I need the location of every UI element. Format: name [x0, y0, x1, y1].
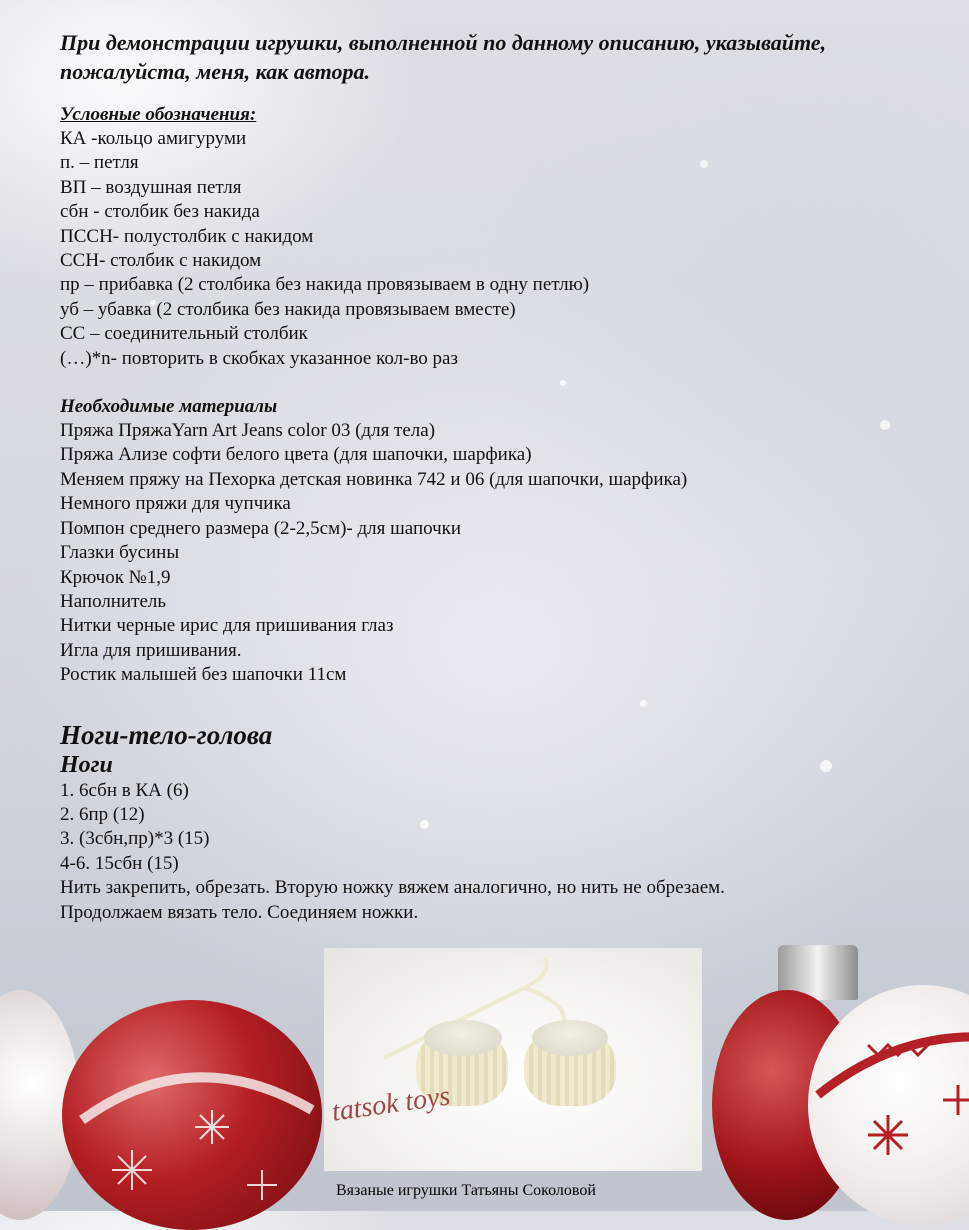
pattern-row: 4-6. 15сбн (15): [60, 852, 179, 874]
list-item: Ростик малышей без шапочки 11см: [60, 664, 347, 686]
crochet-leg-top: [424, 1020, 502, 1056]
subsection-heading: Ноги: [60, 751, 113, 778]
list-item: ПССН- полустолбик с накидом: [60, 225, 314, 247]
author-note: При демонстрации игрушки, выполненной по данному описанию, указывайте, пожалуйста, меня, как автора.: [60, 30, 827, 84]
list-item: СС – соединительный столбик: [60, 323, 308, 345]
list-item: уб – убавка (2 столбика без накида провязываем вместе): [60, 298, 516, 320]
watermark-logo: [328, 1068, 478, 1148]
list-item: Немного пряжи для чупчика: [60, 493, 291, 515]
list-item: сбн - столбик без накида: [60, 201, 260, 223]
list-item: Игла для пришивания.: [60, 639, 242, 661]
list-item: Пряжа Ализе софти белого цвета (для шапочки, шарфика): [60, 444, 532, 466]
svg-text:tatsok toys: tatsok toys: [329, 1080, 453, 1128]
white-ornament-right: [808, 985, 969, 1225]
pattern-row: 1. 6сбн в КА (6): [60, 779, 189, 801]
list-item: Нитки черные ирис для пришивания глаз: [60, 615, 394, 637]
crochet-leg-top: [532, 1020, 608, 1056]
list-item: Меняем пряжу на Пехорка детская новинка 742 и 06 (для шапочки, шарфика): [60, 468, 688, 490]
list-item: ВП – воздушная петля: [60, 176, 242, 198]
list-item: ССН- столбик с накидом: [60, 250, 262, 272]
pattern-row: 3. (3сбн,пр)*3 (15): [60, 828, 210, 850]
pattern-rows: [60, 779, 920, 925]
pattern-row: Нить закрепить, обрезать. Вторую ножку вяжем аналогично, но нить не обрезаем.: [60, 877, 725, 899]
list-item: пр – прибавка (2 столбика без накида провязываем в одну петлю): [60, 274, 590, 296]
materials-list: [60, 419, 920, 687]
list-item: Глазки бусины: [60, 542, 180, 564]
section-heading: Ноги-тело-голова: [60, 719, 273, 750]
red-ornament-left: [62, 1000, 322, 1230]
list-item: (…)*n- повторить в скобках указанное кол-во раз: [60, 347, 458, 369]
list-item: Помпон среднего размера (2-2,5см)- для шапочки: [60, 517, 462, 539]
legend-title: Условные обозначения:: [60, 104, 257, 125]
content: [60, 28, 920, 925]
pattern-row: Продолжаем вязать тело. Соединяем ножки.: [60, 901, 419, 923]
list-item: Пряжа ПряжаYarn Art Jeans color 03 (для тела): [60, 420, 436, 442]
list-item: Наполнитель: [60, 590, 167, 612]
list-item: Крючок №1,9: [60, 566, 171, 588]
legend-list: [60, 127, 920, 371]
pattern-row: 2. 6пр (12): [60, 803, 145, 825]
list-item: п. – петля: [60, 152, 139, 174]
legs-photo: [324, 948, 702, 1171]
author-credit: Вязаные игрушки Татьяны Соколовой: [336, 1182, 596, 1199]
materials-title: Необходимые материалы: [60, 396, 278, 418]
list-item: КА -кольцо амигуруми: [60, 128, 247, 149]
